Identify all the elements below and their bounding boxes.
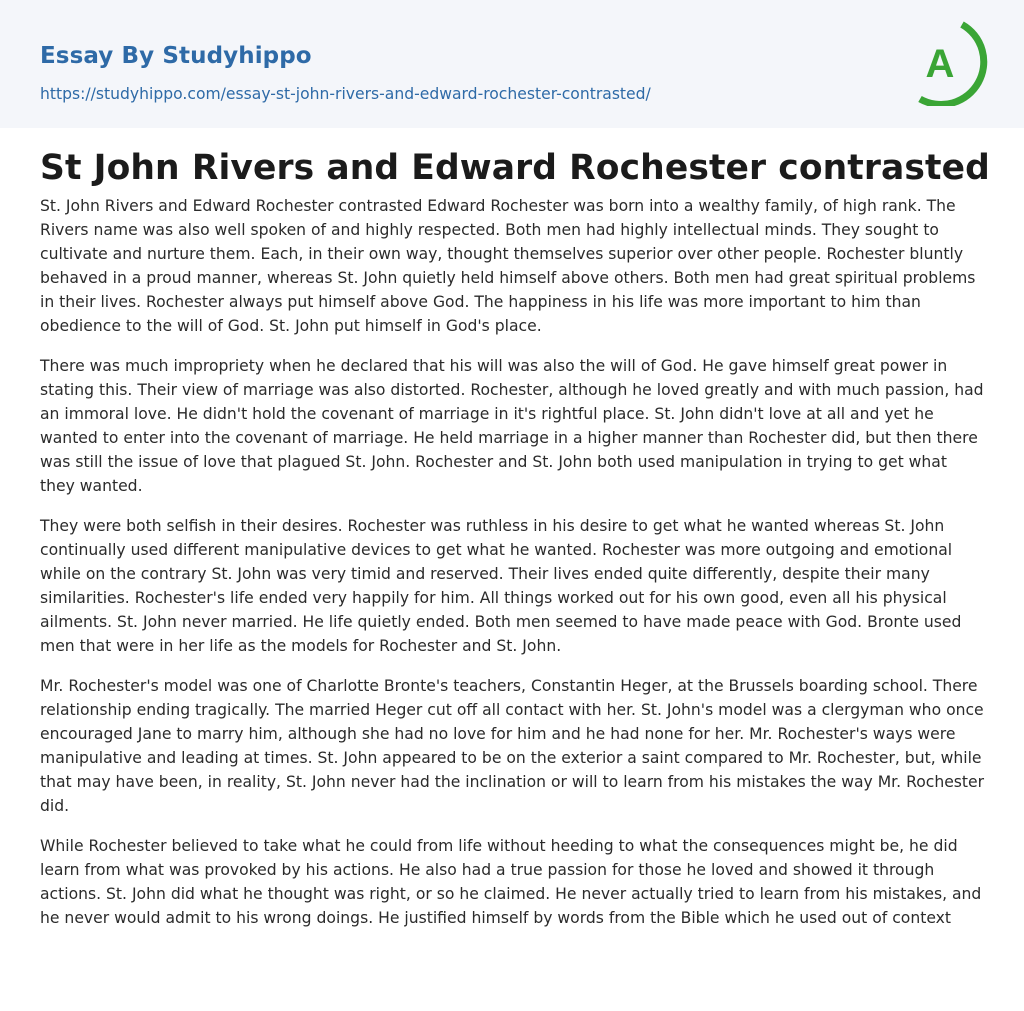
site-header: [0, 0, 1024, 128]
logo-letter: A: [925, 42, 955, 86]
essay-body: [40, 194, 986, 946]
page-url-link[interactable]: https://studyhippo.com/essay-st-john-rivers-and-edward-rochester-contrasted/: [40, 85, 651, 103]
essay-paragraph: There was much impropriety when he declared that his will was also the will of God. He gave himself great power in stating this. Their view of marriage was also distorted. Rochester, although he loved greatly and with much passion, had an immoral love. He didn't hold the covenant of marriage in it's rightful place. St. John didn't love at all and yet he wanted to enter into the covenant of marriage. He held marriage in a higher manner than Rochester did, but then there was still the issue of love that plagued St. John. Rochester and St. John both used manipulation in trying to get what they wanted.: [40, 357, 984, 495]
essay-title: St John Rivers and Edward Rochester contrasted: [40, 148, 990, 188]
essay-paragraph: They were both selfish in their desires. Rochester was ruthless in his desire to get what he wanted whereas St. John continually used different manipulative devices to get what he wanted. Rochester was more outgoing and emotional while on the contrary St. John was very timid and reserved. Their lives ended quite differently, despite their many similarities. Rochester's life ended very happily for him. All things worked out for his own good, even all his physical ailments. St. John never married. He life quietly ended. Both men seemed to have made peace with God. Bronte used men that were in her life as the models for Rochester and St. John.: [40, 517, 962, 655]
essay-paragraph: Mr. Rochester's model was one of Charlotte Bronte's teachers, Constantin Heger, at the Brussels boarding school. There relationship ending tragically. The married Heger cut off all contact with her. St. John's model was a clergyman who once encouraged Jane to marry him, although she had no love for him and he had none for her. Mr. Rochester's ways were manipulative and leading at times. St. John appeared to be on the exterior a saint compared to Mr. Rochester, but, while that may have been, in reality, St. John never had the inclination or will to learn from his mistakes the way Mr. Rochester did.: [40, 677, 985, 815]
site-title[interactable]: Essay By Studyhippo: [40, 43, 312, 69]
essay-paragraph: While Rochester believed to take what he could from life without heeding to what the consequences might be, he did learn from what was provoked by his actions. He also had a true passion for those he loved and showed it through actions. St. John did what he thought was right, or so he claimed. He never actually tried to learn from his mistakes, and he never would admit to his wrong doings. He justified himself by words from the Bible which he used out of context: [40, 837, 982, 927]
studyhippo-logo-icon[interactable]: [904, 18, 988, 106]
essay-paragraph: St. John Rivers and Edward Rochester contrasted Edward Rochester was born into a wealthy family, of high rank. The Rivers name was also well spoken of and highly respected. Both men had highly intellectual minds. They sought to cultivate and nurture them. Each, in their own way, thought themselves superior over other people. Rochester bluntly behaved in a proud manner, whereas St. John quietly held himself above others. Both men had great spiritual problems in their lives. Rochester always put himself above God. The happiness in his life was more important to him than obedience to the will of God. St. John put himself in God's place.: [40, 197, 976, 335]
